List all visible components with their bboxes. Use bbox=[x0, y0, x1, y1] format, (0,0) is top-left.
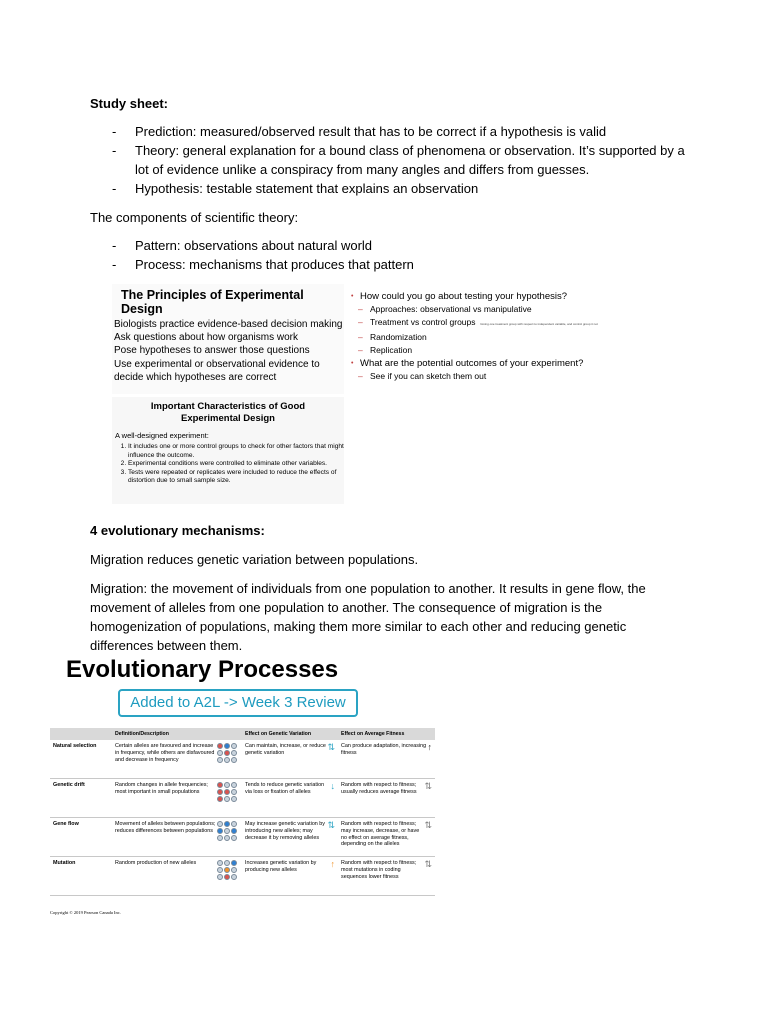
characteristics-title: Important Characteristics of Good Experimental Design bbox=[150, 401, 306, 424]
evolutionary-processes-figure bbox=[48, 653, 447, 921]
list-item: 1. It includes one or more control groups to check for other factors that might influence the outcome. bbox=[128, 443, 346, 460]
allele-dots-icon bbox=[217, 782, 237, 802]
question-outcomes: • What are the potential outcomes of your experiment? bbox=[348, 357, 606, 370]
up-arrow-icon: ↑ bbox=[427, 742, 432, 752]
allele-dots-icon bbox=[217, 821, 237, 841]
up-arrow-icon: ↑ bbox=[330, 859, 335, 869]
figure-title: Evolutionary Processes bbox=[66, 656, 339, 683]
list-item: - Prediction: measured/observed result that has to be correct if a hypothesis is valid bbox=[112, 124, 607, 139]
study-sheet-list bbox=[90, 122, 690, 198]
allele-dots-icon bbox=[217, 743, 237, 763]
updown-arrow-icon: ⇅ bbox=[327, 820, 335, 830]
fitness-cell: Random with respect to fitness; may increase, decrease, or have no effect on average fitness, depending on the alleles bbox=[341, 821, 420, 848]
header-cell: Effect on Genetic Variation bbox=[242, 728, 338, 740]
list-item: 3. Tests were repeated or replicates were included to reduce the effects of distortion due to small sample size. bbox=[128, 469, 346, 486]
fitness-cell: Can produce adaptation, increasing fitness bbox=[341, 743, 427, 756]
fitness-cell: Random with respect to fitness; usually reduces average fitness bbox=[341, 782, 417, 795]
principles-title: The Principles of Experimental Design bbox=[121, 288, 304, 316]
list-item: – See if you can sketch them out bbox=[348, 370, 606, 383]
header-cell: Definition/Description bbox=[112, 728, 242, 740]
list-item: - Pattern: observations about natural world bbox=[112, 238, 373, 253]
header-cell bbox=[50, 728, 112, 740]
components-intro: The components of scientific theory: bbox=[90, 210, 299, 225]
list-item: - Hypothesis: testable statement that explains an observation bbox=[112, 181, 479, 196]
processes-table bbox=[50, 728, 435, 896]
table-row bbox=[50, 857, 435, 896]
table-row bbox=[50, 818, 435, 857]
fitness-cell: Random with respect to fitness; most mutations in coding sequences lower fitness bbox=[341, 860, 417, 880]
process-name: Natural selection bbox=[50, 740, 112, 779]
variation-cell: Can maintain, increase, or reduce genetic variation bbox=[245, 743, 326, 756]
updown-arrow-icon: ⇅ bbox=[424, 820, 432, 830]
list-item: - Process: mechanisms that produces that pattern bbox=[112, 257, 414, 272]
question-testing: • How could you go about testing your hypothesis? bbox=[348, 290, 606, 303]
copyright-notice: Copyright © 2019 Pearson Canada Inc. bbox=[50, 910, 121, 915]
list-item: – Approaches: observational vs manipulative bbox=[348, 303, 606, 316]
definition-cell: Random production of new alleles bbox=[115, 860, 197, 866]
list-item: 2. Experimental conditions were controlled to eliminate other variables. bbox=[128, 460, 346, 469]
characteristics-list bbox=[118, 443, 346, 486]
a2l-stamp: Added to A2L -> Week 3 Review bbox=[118, 689, 358, 717]
testing-questions bbox=[348, 290, 606, 400]
definition-cell: Movement of alleles between populations; reduces differences between populations bbox=[115, 821, 216, 834]
principles-panel bbox=[112, 284, 344, 394]
tiny-note: Giving one treatment group with respect to independent variable, and control group it not bbox=[480, 322, 598, 326]
header-cell: Effect on Average Fitness bbox=[338, 728, 435, 740]
process-name: Gene flow bbox=[50, 818, 112, 857]
variation-cell: May increase genetic variation by introducing new alleles; may decrease it by removing alleles bbox=[245, 821, 326, 841]
characteristics-box bbox=[112, 397, 344, 504]
mechanisms-heading: 4 evolutionary mechanisms: bbox=[90, 523, 265, 538]
list-item: – Replication bbox=[348, 344, 606, 357]
table-row bbox=[50, 779, 435, 818]
list-item: – Treatment vs control groups Giving one treatment group with respect to independent variable, and control group it not bbox=[348, 316, 606, 331]
study-sheet-heading: Study sheet: bbox=[90, 96, 169, 111]
updown-arrow-icon: ⇅ bbox=[327, 742, 335, 752]
process-name: Mutation bbox=[50, 857, 112, 896]
table-header-row bbox=[50, 728, 435, 740]
variation-cell: Increases genetic variation by producing new alleles bbox=[245, 860, 317, 873]
down-arrow-icon: ↓ bbox=[330, 781, 335, 791]
characteristics-intro: A well-designed experiment: bbox=[115, 431, 209, 440]
migration-summary: Migration reduces genetic variation between populations. bbox=[90, 552, 419, 567]
principles-lines: Biologists practice evidence-based decision making Ask questions about how organisms work Pose hypotheses to answer those questions Use experimental or observational evidence to decide which hypotheses are correct bbox=[114, 319, 343, 383]
components-list bbox=[90, 236, 690, 274]
table-row bbox=[50, 740, 435, 779]
experimental-design-figure bbox=[112, 284, 607, 504]
updown-arrow-icon: ⇅ bbox=[424, 859, 432, 869]
definition-cell: Certain alleles are favoured and increase in frequency, while others are disfavoured and decrease in frequency bbox=[115, 743, 215, 763]
list-item: – Randomization bbox=[348, 331, 606, 344]
updown-arrow-icon: ⇅ bbox=[424, 781, 432, 791]
list-item: - Theory: general explanation for a bound class of phenomena or observation. It’s supported by a lot of evidence unlike a conspiracy from many angles and differs from guesses. bbox=[112, 143, 685, 177]
variation-cell: Tends to reduce genetic variation via loss or fixation of alleles bbox=[245, 782, 325, 795]
migration-paragraph: Migration: the movement of individuals from one population to another. It results in gene flow, the movement of alleles from one population to another. The consequence of migration is the homogenization of populations, making them more similar to each other and reducing genetic differences between them. bbox=[90, 581, 646, 653]
allele-dots-icon bbox=[217, 860, 237, 880]
process-name: Genetic drift bbox=[50, 779, 112, 818]
definition-cell: Random changes in allele frequencies; most important in small populations bbox=[115, 782, 208, 795]
